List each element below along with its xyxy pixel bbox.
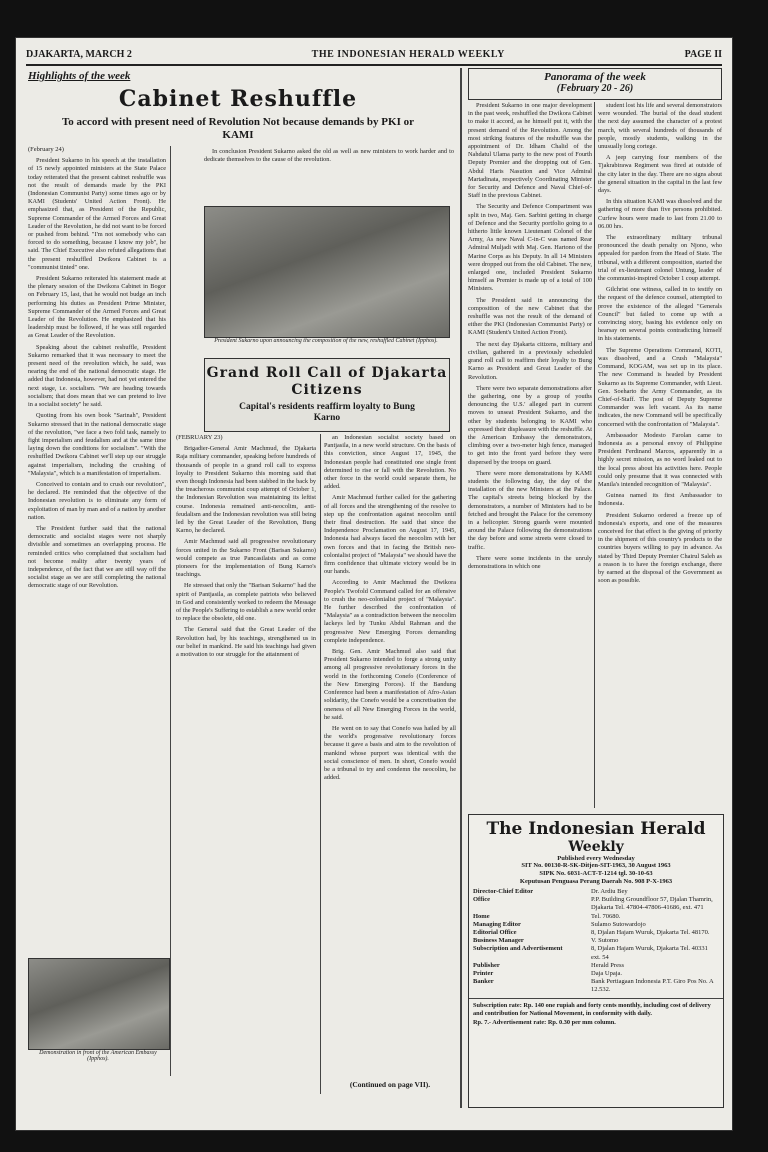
- column-rule: [460, 68, 462, 1108]
- cabinet-photo: [204, 206, 450, 338]
- panorama-paragraph: President Sukarno in one major development in the past week, reshuffled the Dwikora Cabinet to make it accord, as he himself put it, with the present demand of the Revolution. Among the most striking features of the reshuffle was the appointment of Dr. Idham Chalid of the Nahdatul Ulama party to the new post of Fourth Deputy Premier and the dropping out of Gen. Abdul Haris Nasution and Vice Admiral Martadinata, respectively Coordinating Minister for Security and Defence and Naval Chief-of-Staff in the previous Cabinet.: [468, 102, 592, 200]
- embassy-photo-caption: Demonstration in front of the American Embassy (Ipphos).: [39, 1050, 157, 1062]
- masthead-row-value: Tel. 70680.: [591, 912, 621, 920]
- masthead-row: [473, 970, 719, 978]
- rollcall-head-box: [204, 358, 450, 432]
- panorama-paragraph: President Sukarno ordered a freeze up of Indonesia's exports, and one of the measures conceived for that effect is the giving of priority in the shipment of this country's products to the countries buyers willing to pay in advance. As stated by Third Deputy Premier Chairul Saleh as a reason is to have the foreign exchange, there by earned at the disposal of the Government as soon as possible.: [598, 511, 722, 585]
- panorama-paragraph: Gilchrist one witness, called in to testify on the request of the defence counsel, attempted to prove the existence of the alleged "Generals Council" but failed to come up with a convincing story, basing his evidence only on hearsay on several points contradicting himself in his statements.: [598, 286, 722, 343]
- masthead-row-label: Office: [473, 896, 490, 904]
- masthead-permit-line: Keputusan Penguasa Perang Daerah No. 908 P-X-1963: [519, 878, 673, 885]
- masthead-subscription: Subscription rate: Rp. 140 one rupiah and forty cents monthly, including cost of delivery and contribution for National Movement, in conformity with daily.: [469, 998, 723, 1018]
- masthead-row: [473, 896, 719, 912]
- rollcall-paragraph: He stressed that only the "Barisan Sukarno" had the spirit of Pantjasila, as complete patriots who believed in God and consistently worked to redeem the Message of the People's Suffering to establish a new world order to replace the obsolete, old one.: [176, 582, 316, 623]
- rollcall-paragraph: Amir Machmud said all progressive revolutionary forces united in the Sukarno Front (Barisan Sukarno) would compete as true Pancasilaists and as come pioneers for the implementation of Bung Karno's teachings.: [176, 538, 316, 579]
- masthead-row-label: Director-Chief Editor: [473, 888, 534, 895]
- panorama-dates: (February 20 - 26): [556, 83, 634, 94]
- newspaper-page: [16, 38, 732, 1130]
- cabinet-paragraph: Quoting from his own book "Sarinah", President Sukarno stressed that in the national democratic stage of the revolution, "we face a two fold task, namely to fight imperialism and feudalism and at the same time laying down the conditions for socialism". "With the reshuffled Dwikora Cabinet we'll step up our struggle against imperialism, including the crushing of "Malaysia", which is a manifestation of imperialism.: [28, 412, 166, 477]
- panorama-paragraph: The extraordinary military tribunal pronounced the death penalty on Njono, who appealed for pardon from the Head of State. The tribunal, with a different composition, started the trial of ex-lieutenant colonel Untung, leader of the communist-inspired October 1 coup attempt.: [598, 234, 722, 283]
- masthead-row-value: 8, Djalan Hajam Wuruk, Djakarta Tel. 40331 ext. 54: [591, 945, 708, 961]
- masthead-row: [473, 937, 719, 945]
- masthead-row-label: Editorial Office: [473, 929, 517, 937]
- column-rule: [170, 146, 171, 1076]
- masthead-row-label: Subscription and Advertisement: [473, 945, 563, 953]
- rollcall-paragraph: an Indonesian socialist society based on Pantjasila, in a new world structure. On the basis of this conviction, since August 17, 1945, the Indonesian people had constituted one single front determined to rise or fall with the Revolution. No other force in the world could separate them, he added.: [324, 434, 456, 491]
- masthead-row-value: Dr. Ardiu Bey: [591, 888, 628, 895]
- cabinet-paragraph: The President further said that the national democratic and socialist stages were not sharply divisible and sometimes an overlapping process. He reminded critics who complained that socialism had not become reality after twenty years of independence, of the fact that we are still way off the socialist stage as we are still completing the national democratic stage of our Revolution.: [28, 524, 166, 590]
- panorama-paragraph: A jeep carrying four members of the Tjakrabirawa Regiment was fired at outside of the city later in the day. There are no signs about the general situation in the capital in the last few days.: [598, 154, 722, 195]
- cabinet-col-1: [28, 146, 166, 706]
- header-date: DJAKARTA, MARCH 2: [26, 48, 132, 60]
- masthead-permits: [469, 862, 723, 886]
- masthead-permit-line: SIPK No. 6031-ACT-T-1214 tgl. 30-10-63: [539, 870, 653, 877]
- panorama-paragraph: student lost his life and several demonstrators were wounded. The burial of the dead student the next day assumed the character of a protest march, with several hundreds of thousands of people, mostly students, walking in the unusually long cortege.: [598, 102, 722, 151]
- masthead-published: Published every Wednesday: [557, 855, 635, 862]
- column-rule: [320, 434, 321, 1094]
- cabinet-paragraph: President Sukarno in his speech at the installation of 15 newly appointed ministers at the State Palace today reiterated that the present cabinet reshuffle was not the result of demands made by the PKI (Indonesian Communist Party) some times ago or by KAMI (Students' United Action Front). He emphasized that, as President of the Republic, Supreme Commander of the Armed Forces and Great Leader of the Revolution, he did not want to be forced or pushed from behind. "I'm not somebody who can forced to do something, because I know my job", he said. The Chief Executive also refuted allegations that the present reshuffled Dwikora Cabinet is a "communist tinted" one.: [28, 157, 166, 271]
- cabinet-paragraph: President Sukarno reiterated his statement made at the plenary session of the Dwikora Cabinet in Bogor on February 15, last, that he would not budge an inch performing his duties as President Prime Minister, Supreme Commander of the Armed Forces and Great Leader of the Revolution. He emphasized that his leadership must be followed, if he was still regarded as Great Leader of the Revolution.: [28, 275, 166, 340]
- rollcall-headline: Grand Roll Call of Djakarta Citizens: [206, 365, 448, 398]
- cabinet-subheadline: To accord with present need of Revolution Not because demands by PKI or KAMI: [61, 116, 414, 141]
- masthead-row-label: Home: [473, 912, 490, 920]
- masthead-row: [473, 945, 719, 961]
- rollcall-paragraph: He went on to say that Conefo was hailed by all the world's progressive revolutionary forces because it gave a basis and aim to the revolution of mankind whose purport was identical with the social conscience of men. In short, Conefo would be a tribunal to try and condemn the neocolim, he added.: [324, 724, 456, 782]
- panorama-paragraph: The Security and Defence Compartment was split in two, Maj. Gen. Sarbini getting in charge of Defence and the Security portfolio going to a hitherto little known Lieutenant Colonel of the Army, As new Naval C-in-C was named Rear Admiral Muljadi with Maj. Gen. Hartono of the Marine Corps as his Deputy. In all 14 Ministers were dropped out from the old Cabinet. The new, enlarged one, included President Sukarno himself as Premier is made up of a total of 100 Ministers.: [468, 203, 592, 293]
- masthead-row-label: Banker: [473, 978, 494, 986]
- cabinet-paragraph: Conceived to contain and to crush our revolution", he declared. He reminded that the objective of the Indonesian revolution is to eliminate any form of exploitation of man by man and of a nation by another nation.: [28, 480, 166, 521]
- cabinet-headline: Cabinet Reshuffle: [118, 86, 358, 112]
- rollcall-paragraph: Brig. Gen. Amir Machmud also said that President Sukarno intended to forge a strong unity among all progressive revolutionary forces in the world in the forthcoming Conefo (Conference of the New Emerging Forces). If the Bandung Conference had been a manifestation of Afro-Asian solidarity, the Conefo would be a concretisation the oneness of all New Emerging Forces in the world, he said.: [324, 648, 456, 721]
- rollcall-col-2: [324, 434, 456, 1074]
- column-rule: [594, 102, 595, 808]
- rollcall-paragraph: The General said that the Great Leader of the Revolution had, by his teachings, strengthened us in our belief in mankind. He said his teachings had given a motivation to our struggle for the attainment of: [176, 626, 316, 659]
- header-page-number: PAGE II: [684, 48, 722, 60]
- panorama-paragraph: The Supreme Operations Command, KOTI, was dissolved, and a Crush "Malaysia" Command, KOGAM, was set up in its place. The new Command is headed by President Sukarno as its Supreme Commander, with Lieut. Gen. Soeharto the Army Commander, as its Chief-of-Staff. The post of Deputy Supreme Commander was left vacant. As its name indicates, the new Command will be specifically concerned with the confrontation of "Malaysia".: [598, 346, 722, 428]
- masthead-row-label: Managing Editor: [473, 920, 521, 928]
- masthead-row-value: Bank Pertiagaan Indonesia P.T. Giro Pos No. A 12.532.: [591, 978, 714, 994]
- masthead-row-value: V. Sutomo: [591, 937, 619, 945]
- masthead-staff-list: [469, 886, 723, 995]
- rollcall-paragraph: Amir Machmud further called for the gathering of all forces and the strengthening of the resolve to step up the confrontation against neocolim until their final destruction. He said that since the Independence Proclamation on August 17, 1945, Indonesia had always faced the neocolim with her own forces and that in facing the British neo-colonialist project of "Malaysia" we should have the firm confidence that ultimate victory would be in our hands.: [324, 494, 456, 576]
- panorama-paragraph: The next day Djakarta citizens, military and civilian, gathered in a previously scheduled grand roll call to reaffirm their loyalty to Bung Karno as President and Great Leader of the Revolution.: [468, 340, 592, 381]
- cabinet-dateline: (February 24): [28, 146, 64, 153]
- panorama-kicker: Panorama of the week: [544, 71, 646, 83]
- masthead-row-label: Business Manager: [473, 937, 524, 945]
- cabinet-paragraph: Speaking about the cabinet reshuffle, President Sukarno remarked that it was necessary to meet the present need of the revolution which, he said, was nearing the end of the national democratic stage. He added that Indonesia, however, had not yet entered the next stage, i.e. socialism. "We are heading towards socialism; that does mean that we can pretend to live in a socialist society" he said.: [28, 343, 166, 409]
- rollcall-dateline: (FEBRUARY 23): [176, 434, 223, 441]
- embassy-demo-photo: [28, 958, 170, 1050]
- panorama-paragraph: There were some incidents in the unruly demonstrations in which one: [468, 554, 592, 570]
- masthead-row-value: Sulamo Sutowardojo: [591, 920, 646, 928]
- header-paper-name: THE INDONESIAN HERALD WEEKLY: [311, 48, 505, 60]
- rollcall-paragraph: According to Amir Machmud the Dwikora People's Twofold Command called for an offensive to crush the neo-colonialist project of "Malaysia". He further described the confrontation of "Malaysia" as a contradiction between the neocolim lackeys led by Tunku Abdul Rahman and the progressive New Emerging Forces demanding complete independence.: [324, 579, 456, 644]
- masthead-row-label: Publisher: [473, 961, 500, 969]
- masthead-permit-line: SIT No. 00130-R-SK-Ditjen-SIT-1963, 30 August 1963: [521, 862, 671, 869]
- masthead-row-value: Herald Press: [591, 961, 625, 969]
- rollcall-paragraph: Brigadier-General Amir Machmud, the Djakarta Raja military commander, speaking before hundreds of thousands of people in a grand roll call to express loyalty to President Sukarno this morning said that even though Indonesia had been stabbed in the back by the treacherous communist coup attempt of October 1, the Indonesian Revolution was maintaining its leftist course. Indonesia remained anti-neocolim, anti-feudalism and the Indonesian revolution was still being led by the Great Leader of the Revolution, Bung Karno, he declared.: [176, 445, 316, 535]
- panorama-paragraph: Guinea named its first Ambassador to Indonesia.: [598, 492, 722, 508]
- masthead-box: [468, 814, 724, 1108]
- masthead-row: [473, 962, 719, 970]
- highlights-kicker: Highlights of the week: [28, 70, 131, 82]
- rollcall-col-1: [176, 434, 316, 1056]
- panorama-paragraph: There were two separate demonstrations after the gathering, one by a group of youths denouncing the U.S.' alleged part in current moves to unseat President Sukarno, and the other by students belonging to KAMI who expressed their displeasure with the reshuffle. At the American Embassy the demonstrators, climbing over a two-meter high fence, managed to get into the front yard before they were dispersed by the troops on guard.: [468, 384, 592, 466]
- panorama-col-1: [468, 102, 592, 808]
- masthead-row: [473, 888, 719, 896]
- masthead-row-value: Daja Upaja.: [591, 970, 623, 978]
- panorama-paragraph: There were more demonstrations by KAMI students the following day, the day of the installation of the new Ministers at the Palace. The capital's streets being blocked by the demonstrators, a number of Ministers had to be fetched and brought the Palace for the ceremony in a helicopter. Strong guards were mounted around the Palace following the demonstrations the day before and some streets were closed to traffic.: [468, 469, 592, 551]
- rollcall-subheadline: Capital's residents reaffirm loyalty to Bung Karno: [239, 402, 415, 423]
- masthead-subtitle: Weekly: [568, 839, 624, 855]
- masthead-row-value: 8, Djalan Hajam Wuruk, Djakarta Tel. 48170.: [591, 929, 710, 937]
- masthead-advertisement: Rp. 7.- Advertisement rate: Rp. 0.30 per mm column.: [473, 1018, 616, 1026]
- panorama-paragraph: The President said in announcing the composition of the new Cabinet that the reshuffle was not the result of the demand of either the PKI (Indonesian Communist Party) or KAMI (Student's United Action Front).: [468, 296, 592, 337]
- panorama-col-2: [598, 102, 722, 808]
- rollcall-continued: (Continued on page VII).: [349, 1080, 431, 1089]
- masthead-row: [473, 978, 719, 994]
- panorama-paragraph: Ambassador Modesto Farolan came to Indonesia as a personal envoy of Philippine President Ferdinand Marcos, apparently in a highly secret mission, as no word leaked out to the local press about his activities here. People could only presume that it was connected with Manila's intended recognition of "Malaysia".: [598, 431, 722, 488]
- masthead-row-label: Printer: [473, 970, 494, 978]
- masthead-row: [473, 929, 719, 937]
- panorama-head-box: [468, 68, 722, 100]
- masthead-row: [473, 921, 719, 929]
- masthead-row: [473, 913, 719, 921]
- masthead-title: The Indonesian Herald: [486, 819, 706, 839]
- cabinet-article-head: [28, 70, 448, 142]
- panorama-paragraph: In this situation KAMI was dissolved and the gathering of more than five persons prohibited. Curfew hours were made to last from 21.00 to 06.00 hrs.: [598, 198, 722, 230]
- masthead-row-value: P.P. Building Groundfloor 57, Djalan Thamrin, Djakarta Tel. 47804-47806-41686, ext. 471: [591, 896, 713, 912]
- cabinet-col-2-top: [204, 148, 454, 206]
- cabinet-photo-caption: President Sukarno upon announcing the composition of the new, reshuffled Cabinet (Ipphos).: [214, 338, 438, 344]
- page-header: [26, 44, 722, 66]
- cabinet-paragraph: In conclusion President Sukarno asked the old as well as new ministers to work harder and to dedicate themselves to the cause of the revolution.: [204, 148, 454, 164]
